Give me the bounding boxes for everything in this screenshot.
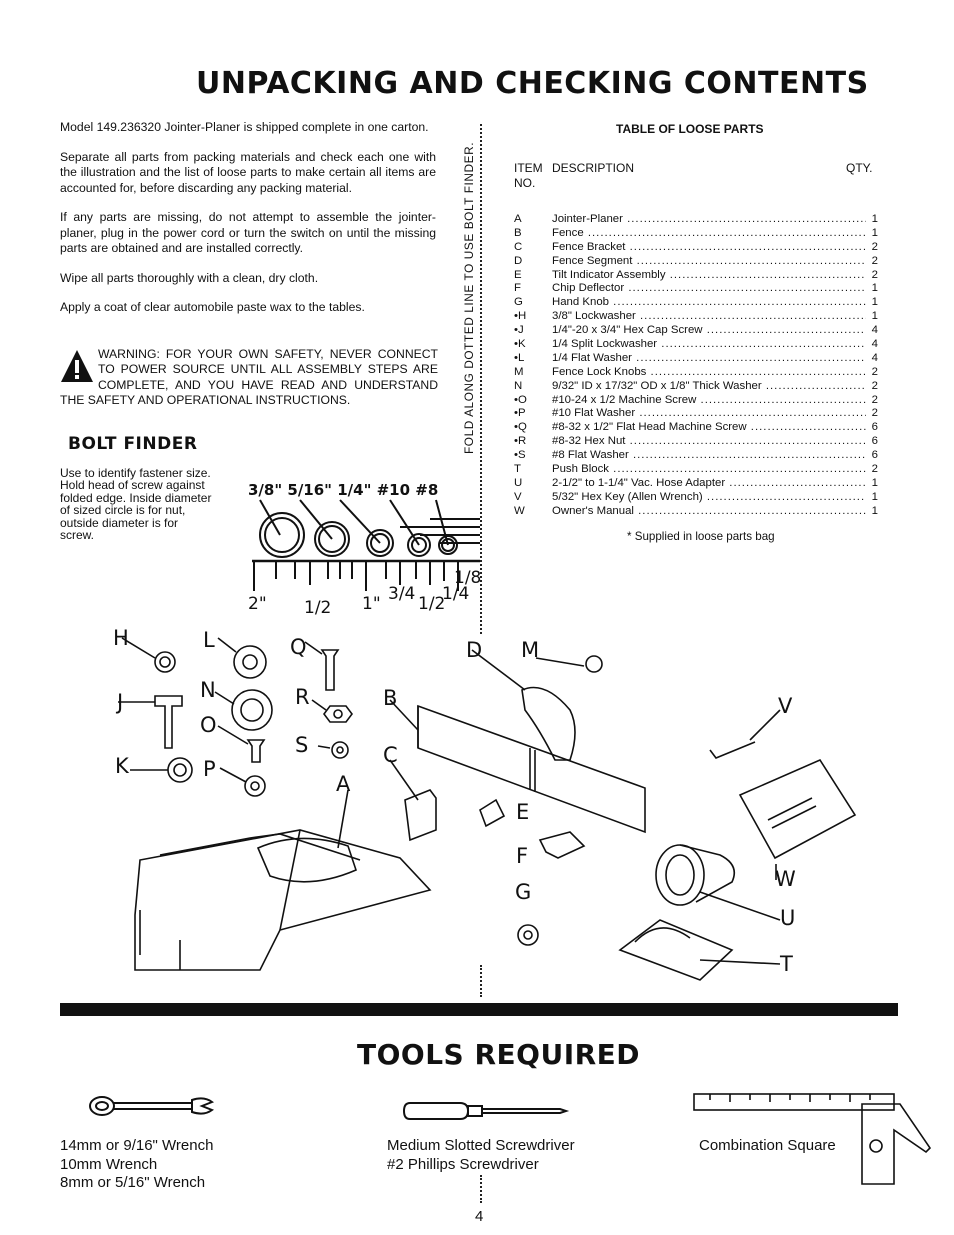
callout-label: G (515, 880, 532, 904)
item-letter: E (514, 268, 522, 281)
table-footnote: * Supplied in loose parts bag (627, 530, 775, 543)
item-qty: 2 (871, 379, 878, 392)
callout-label: J (117, 690, 124, 714)
item-qty: 1 (871, 213, 878, 225)
callout-label: L (203, 628, 215, 652)
callout-label: S (295, 733, 309, 757)
table-row (512, 421, 878, 435)
table-row (512, 435, 878, 449)
item-letter: F (514, 282, 521, 295)
item-qty: 6 (871, 449, 878, 462)
item-description-text: Fence Bracket (552, 240, 626, 253)
table-row (512, 282, 878, 296)
bolt-finder-sizes: 3/8" 5/16" 1/4" #10 #8 (248, 481, 439, 499)
item-letter: •R (514, 435, 527, 448)
table-row (512, 477, 878, 491)
item-letter: W (514, 504, 525, 517)
item-description-text: #10-24 x 1/2 Machine Screw (552, 393, 697, 406)
table-row (512, 255, 878, 269)
item-letter: •O (514, 393, 527, 406)
intro-paragraph: Wipe all parts thoroughly with a clean, dry cloth. (60, 270, 319, 285)
column-header-description: DESCRIPTION (552, 161, 635, 175)
item-description-text: 3/8" Lockwasher (552, 310, 636, 323)
item-qty: 1 (871, 476, 878, 489)
intro-paragraph: Separate all parts from packing materials and check each one with the illustration and the list of loose parts to make certain all items are accounted for, before discarding any packing material. (60, 149, 436, 195)
callout-label: K (115, 754, 129, 778)
item-qty: 2 (871, 240, 878, 253)
tool-item: 14mm or 9/16" Wrench (60, 1137, 214, 1154)
callout-label: H (113, 626, 129, 650)
item-description (552, 380, 866, 394)
item-description-text: Jointer-Planer (552, 213, 623, 225)
table-row (512, 310, 878, 324)
callout-label: D (466, 638, 483, 662)
item-description (552, 324, 866, 338)
item-description-text: 1/4"-20 x 3/4" Hex Cap Screw (552, 324, 703, 337)
table-row (512, 352, 878, 366)
ruler-label: 1/2 (304, 598, 332, 618)
item-letter: •H (514, 310, 527, 323)
bolt-finder-text: Use to identify fastener size. Hold head of screw against folded edge. Inside diameter of sized circle is for nut, outside diameter is for screw. (60, 466, 212, 543)
item-description-text: 2-1/2" to 1-1/4" Vac. Hose Adapter (552, 476, 726, 489)
item-letter: G (514, 296, 523, 309)
callout-label: B (383, 686, 398, 710)
callout-label: P (203, 757, 216, 781)
item-description (552, 505, 866, 519)
item-description (552, 338, 866, 352)
item-qty: 4 (871, 324, 878, 337)
item-letter: B (514, 226, 522, 239)
item-description (552, 366, 866, 380)
table-row (512, 241, 878, 255)
screwdriver-icon (400, 1100, 570, 1122)
table-row (512, 449, 878, 463)
item-description (552, 296, 866, 310)
item-description-text: Fence (552, 226, 584, 239)
item-letter: A (514, 213, 522, 225)
ruler-label: 3/4 (388, 584, 416, 604)
item-description-text: Hand Knob (552, 296, 609, 309)
screwdriver-list (387, 1137, 575, 1174)
item-qty: 1 (871, 490, 878, 503)
page-number: 4 (475, 1208, 484, 1225)
item-description (552, 477, 866, 491)
item-letter: N (514, 379, 523, 392)
item-description (552, 491, 866, 505)
item-letter: •P (514, 407, 526, 420)
item-qty: 1 (871, 504, 878, 517)
tool-item: #2 Phillips Screwdriver (387, 1155, 539, 1173)
tool-item: 10mm Wrench (60, 1155, 158, 1173)
table-row (512, 505, 878, 519)
item-description (552, 227, 866, 241)
table-row (512, 269, 878, 283)
ruler-label: 2" (248, 594, 267, 614)
ruler-label: 1/8 (454, 568, 482, 588)
callout-label: O (200, 713, 217, 737)
item-qty: 2 (871, 365, 878, 378)
item-description-text: #8-32 x 1/2" Flat Head Machine Screw (552, 421, 747, 434)
item-letter: •L (514, 351, 525, 364)
item-description (552, 241, 866, 255)
column-header-qty: QTY. (846, 161, 873, 175)
table-title: TABLE OF LOOSE PARTS (616, 122, 764, 136)
item-qty: 2 (871, 393, 878, 406)
item-description (552, 352, 866, 366)
table-row (512, 380, 878, 394)
item-qty: 6 (871, 421, 878, 434)
fold-dotted-line (480, 124, 484, 634)
item-description-text: Fence Lock Knobs (552, 365, 647, 378)
fold-line-text: FOLD ALONG DOTTED LINE TO USE BOLT FINDER. (462, 141, 476, 454)
item-qty: 1 (871, 310, 878, 323)
callout-label: Q (290, 635, 307, 659)
item-qty: 2 (871, 254, 878, 267)
item-description-text: Chip Deflector (552, 282, 625, 295)
parts-illustration (100, 620, 900, 1000)
item-description-text: #8-32 Hex Nut (552, 435, 626, 448)
callout-label: E (516, 800, 530, 824)
table-row (512, 213, 878, 227)
intro-text (60, 120, 436, 330)
square-label: Combination Square (699, 1137, 836, 1154)
item-description (552, 213, 866, 227)
callout-label: R (295, 685, 310, 709)
item-letter: •K (514, 338, 526, 351)
col-no: NO. (514, 176, 536, 190)
item-qty: 1 (871, 282, 878, 295)
item-description-text: Tilt Indicator Assembly (552, 268, 666, 281)
table-row (512, 338, 878, 352)
item-description (552, 394, 866, 408)
ruler-label: 1/2 (418, 594, 446, 614)
intro-paragraph: Apply a coat of clear automobile paste wax to the tables. (60, 300, 365, 314)
intro-paragraph: Model 149.236320 Jointer-Planer is shipped complete in one carton. (60, 120, 429, 134)
ruler-label: 1/4 (442, 584, 470, 604)
item-letter: V (514, 490, 522, 503)
callout-label: V (778, 694, 793, 718)
page-title: UNPACKING AND CHECKING CONTENTS (196, 66, 869, 101)
ruler-label: 1" (362, 594, 381, 614)
item-qty: 4 (871, 338, 878, 351)
item-description (552, 407, 866, 421)
tool-item: Medium Slotted Screwdriver (387, 1137, 575, 1154)
item-letter: •S (514, 449, 526, 462)
item-description-text: Owner's Manual (552, 504, 634, 517)
table-row (512, 324, 878, 338)
item-letter: •Q (514, 421, 527, 434)
item-description-text: 9/32" ID x 17/32" OD x 1/8" Thick Washer (552, 379, 762, 392)
fold-dotted-line (480, 1175, 484, 1203)
callout-label: M (521, 638, 540, 662)
item-description (552, 435, 866, 449)
item-letter: C (514, 240, 523, 253)
table-row (512, 463, 878, 477)
item-letter: D (514, 254, 523, 267)
item-description (552, 421, 866, 435)
item-letter: M (514, 365, 524, 378)
item-letter: •J (514, 324, 524, 337)
callout-label: T (780, 952, 793, 976)
wrench-icon (88, 1094, 218, 1118)
item-description-text: #10 Flat Washer (552, 407, 636, 420)
warning-icon (60, 349, 94, 383)
safety-warning (60, 347, 438, 409)
item-description-text: 1/4 Split Lockwasher (552, 338, 658, 351)
col-item: ITEM (514, 161, 543, 175)
item-qty: 2 (871, 268, 878, 281)
item-qty: 2 (871, 407, 878, 420)
item-letter: U (514, 476, 523, 489)
item-qty: 4 (871, 351, 878, 364)
section-divider (60, 1003, 898, 1016)
table-row (512, 227, 878, 241)
item-description (552, 310, 866, 324)
item-qty: 6 (871, 435, 878, 448)
table-row (512, 296, 878, 310)
item-description-text: 1/4 Flat Washer (552, 351, 632, 364)
tools-title: TOOLS REQUIRED (357, 1038, 641, 1071)
callout-label: A (336, 772, 351, 796)
table-row (512, 394, 878, 408)
callout-label: C (383, 743, 398, 767)
item-description (552, 449, 866, 463)
bolt-finder-gauge (240, 495, 485, 625)
item-description-text: Fence Segment (552, 254, 633, 267)
intro-paragraph: If any parts are missing, do not attempt to assemble the jointer-planer, plug in the power cord or turn the switch on until the missing parts are obtained and are installed correctly. (60, 210, 436, 255)
wrench-list (60, 1137, 213, 1193)
item-description-text: 5/32" Hex Key (Allen Wrench) (552, 490, 703, 503)
warning-text: WARNING: FOR YOUR OWN SAFETY, NEVER CONNECT TO POWER SOURCE UNTIL ALL ASSEMBLY STEPS ARE COMPLETE, AND YOU HAVE READ AND UNDERSTAND THE SAFETY AND OPERATIONAL INSTRUCTIONS. (60, 347, 438, 408)
item-qty: 1 (871, 296, 878, 309)
item-description (552, 282, 866, 296)
parts-list (512, 213, 878, 519)
item-description (552, 463, 866, 477)
item-description (552, 255, 866, 269)
item-letter: T (514, 463, 521, 476)
callout-label: U (780, 906, 796, 930)
table-row (512, 407, 878, 421)
item-description-text: #8 Flat Washer (552, 449, 629, 462)
item-qty: 1 (871, 226, 878, 239)
column-header-item (514, 161, 543, 191)
table-row (512, 491, 878, 505)
tool-item: 8mm or 5/16" Wrench (60, 1174, 206, 1191)
callout-label: F (516, 844, 529, 868)
callout-label: N (200, 678, 216, 702)
item-description (552, 269, 866, 283)
bolt-finder-title: BOLT FINDER (68, 434, 198, 454)
item-qty: 2 (871, 463, 878, 476)
table-row (512, 366, 878, 380)
item-description-text: Push Block (552, 463, 609, 476)
callout-label: W (775, 867, 796, 891)
